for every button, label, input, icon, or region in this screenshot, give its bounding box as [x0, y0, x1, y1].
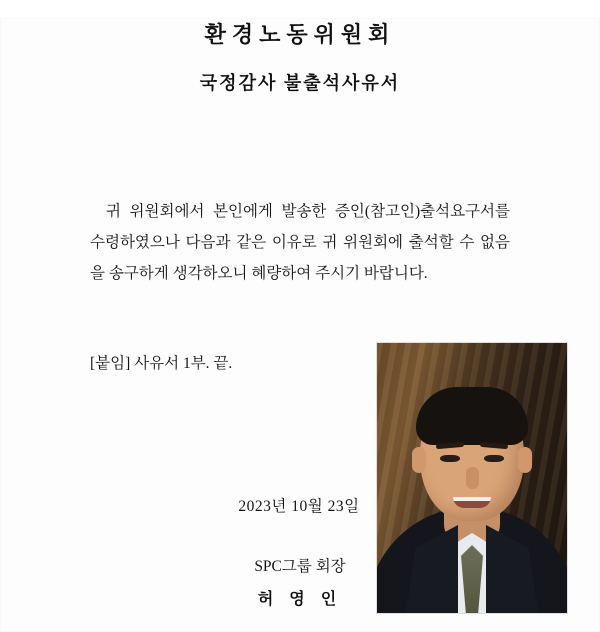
page-title: 환경노동위원회	[204, 22, 396, 47]
portrait-ear-left	[412, 447, 426, 473]
body-text-block	[90, 196, 510, 289]
portrait-eye-right	[484, 455, 504, 462]
signer-organization: SPC그룹 회장	[254, 558, 346, 575]
document-page	[0, 18, 600, 632]
attachment-note: [붙임] 사유서 1부. 끝.	[90, 355, 233, 372]
portrait-mouth	[453, 497, 491, 508]
portrait-nose	[466, 467, 479, 489]
body-paragraph: 귀 위원회에서 본인에게 발송한 증인(참고인)출석요구서를 수령하였으나 다음과 같은 이유로 귀 위원회에 출석할 수 없음을 송구하게 생각하오니 혜량하여 주시기 바랍니다.	[90, 203, 510, 282]
portrait-ear-right	[518, 447, 532, 473]
document-date: 2023년 10월 23일	[238, 498, 360, 515]
portrait-hair	[416, 387, 528, 445]
signer-name: 허 영 인	[257, 591, 343, 608]
portrait-eye-left	[440, 455, 460, 462]
page-subtitle: 국정감사 불출석사유서	[199, 73, 401, 93]
portrait-photo	[377, 343, 567, 613]
